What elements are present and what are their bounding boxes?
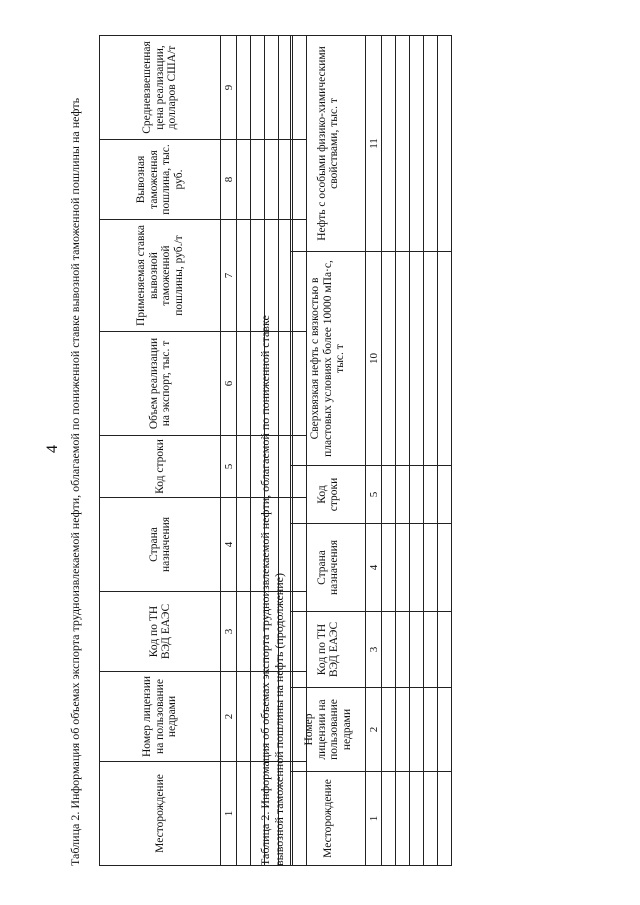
- table2-caption: Таблица 2. Информация об объемах экспорта трудноизвлекаемой нефти, облагаемой по пониженной ставке вывозной таможенной пошлины на нефть: [68, 97, 82, 866]
- t2-num-6: 6: [221, 332, 237, 436]
- t2-num-2: 2: [221, 672, 237, 762]
- t2-num-1: 1: [221, 762, 237, 866]
- table-row: [438, 36, 452, 866]
- t2c-header-license: Номер лицензии на пользование недрами: [291, 688, 366, 772]
- t2-num-9: 9: [221, 36, 237, 140]
- page-number: 4: [44, 445, 61, 453]
- t2-header-export-volume: Объем реализации на экспорт, тыс. т: [100, 332, 221, 436]
- t2c-num-10: 10: [366, 252, 382, 466]
- table2-cont-number-row: [366, 36, 382, 866]
- t2-num-5: 5: [221, 436, 237, 498]
- t2-header-export-duty: Вывозная таможенная пошлина, тыс. руб.: [100, 140, 221, 220]
- t2-header-row-code: Код строки: [100, 436, 221, 498]
- t2-header-tnved-code: Код по ТН ВЭД ЕАЭС: [100, 592, 221, 672]
- t2-header-country: Страна назначения: [100, 498, 221, 592]
- t2c-header-extra-viscous-oil: Сверхвязкая нефть с вязкостью в пластовых условиях более 10000 мПа·с, тыс. т: [291, 252, 366, 466]
- t2c-header-special-oil: Нефть с особыми физико-химическими свойствами, тыс. т: [291, 36, 366, 252]
- t2c-num-5: 5: [366, 466, 382, 524]
- t2c-num-1: 1: [366, 772, 382, 866]
- t2-num-7: 7: [221, 220, 237, 332]
- t2c-num-11: 11: [366, 36, 382, 252]
- table2-cont: [290, 35, 452, 866]
- t2-header-field: Месторождение: [100, 762, 221, 866]
- t2c-num-3: 3: [366, 612, 382, 688]
- t2c-num-2: 2: [366, 688, 382, 772]
- table-row: [237, 36, 251, 866]
- t2c-header-country: Страна назначения: [291, 524, 366, 612]
- t2-header-duty-rate: Применяемая ставка вывозной таможенной пошлины, руб./т: [100, 220, 221, 332]
- t2-num-3: 3: [221, 592, 237, 672]
- t2c-header-row-code: Код строки: [291, 466, 366, 524]
- table2-cont-block: [258, 26, 452, 866]
- table2-number-row: [221, 36, 237, 866]
- table2-header-row: [100, 36, 221, 866]
- table2-cont-caption: Таблица 2. Информация об объемах экспорта трудноизвлекаемой нефти, облагаемой по пониженной ставке вывозной таможенной пошлины на нефть (продолжение): [258, 315, 286, 866]
- t2-num-8: 8: [221, 140, 237, 220]
- t2-num-4: 4: [221, 498, 237, 592]
- table-row: [424, 36, 438, 866]
- table2-cont-header-row: [291, 36, 366, 866]
- t2-header-license: Номер лицензии на пользование недрами: [100, 672, 221, 762]
- t2c-num-4: 4: [366, 524, 382, 612]
- t2c-header-field: Месторождение: [291, 772, 366, 866]
- table-row: [382, 36, 396, 866]
- t2-header-avg-price: Средневзвешенная цена реализации, долларов США/т: [100, 36, 221, 140]
- table-row: [396, 36, 410, 866]
- t2c-header-tnved-code: Код по ТН ВЭД ЕАЭС: [291, 612, 366, 688]
- table-row: [410, 36, 424, 866]
